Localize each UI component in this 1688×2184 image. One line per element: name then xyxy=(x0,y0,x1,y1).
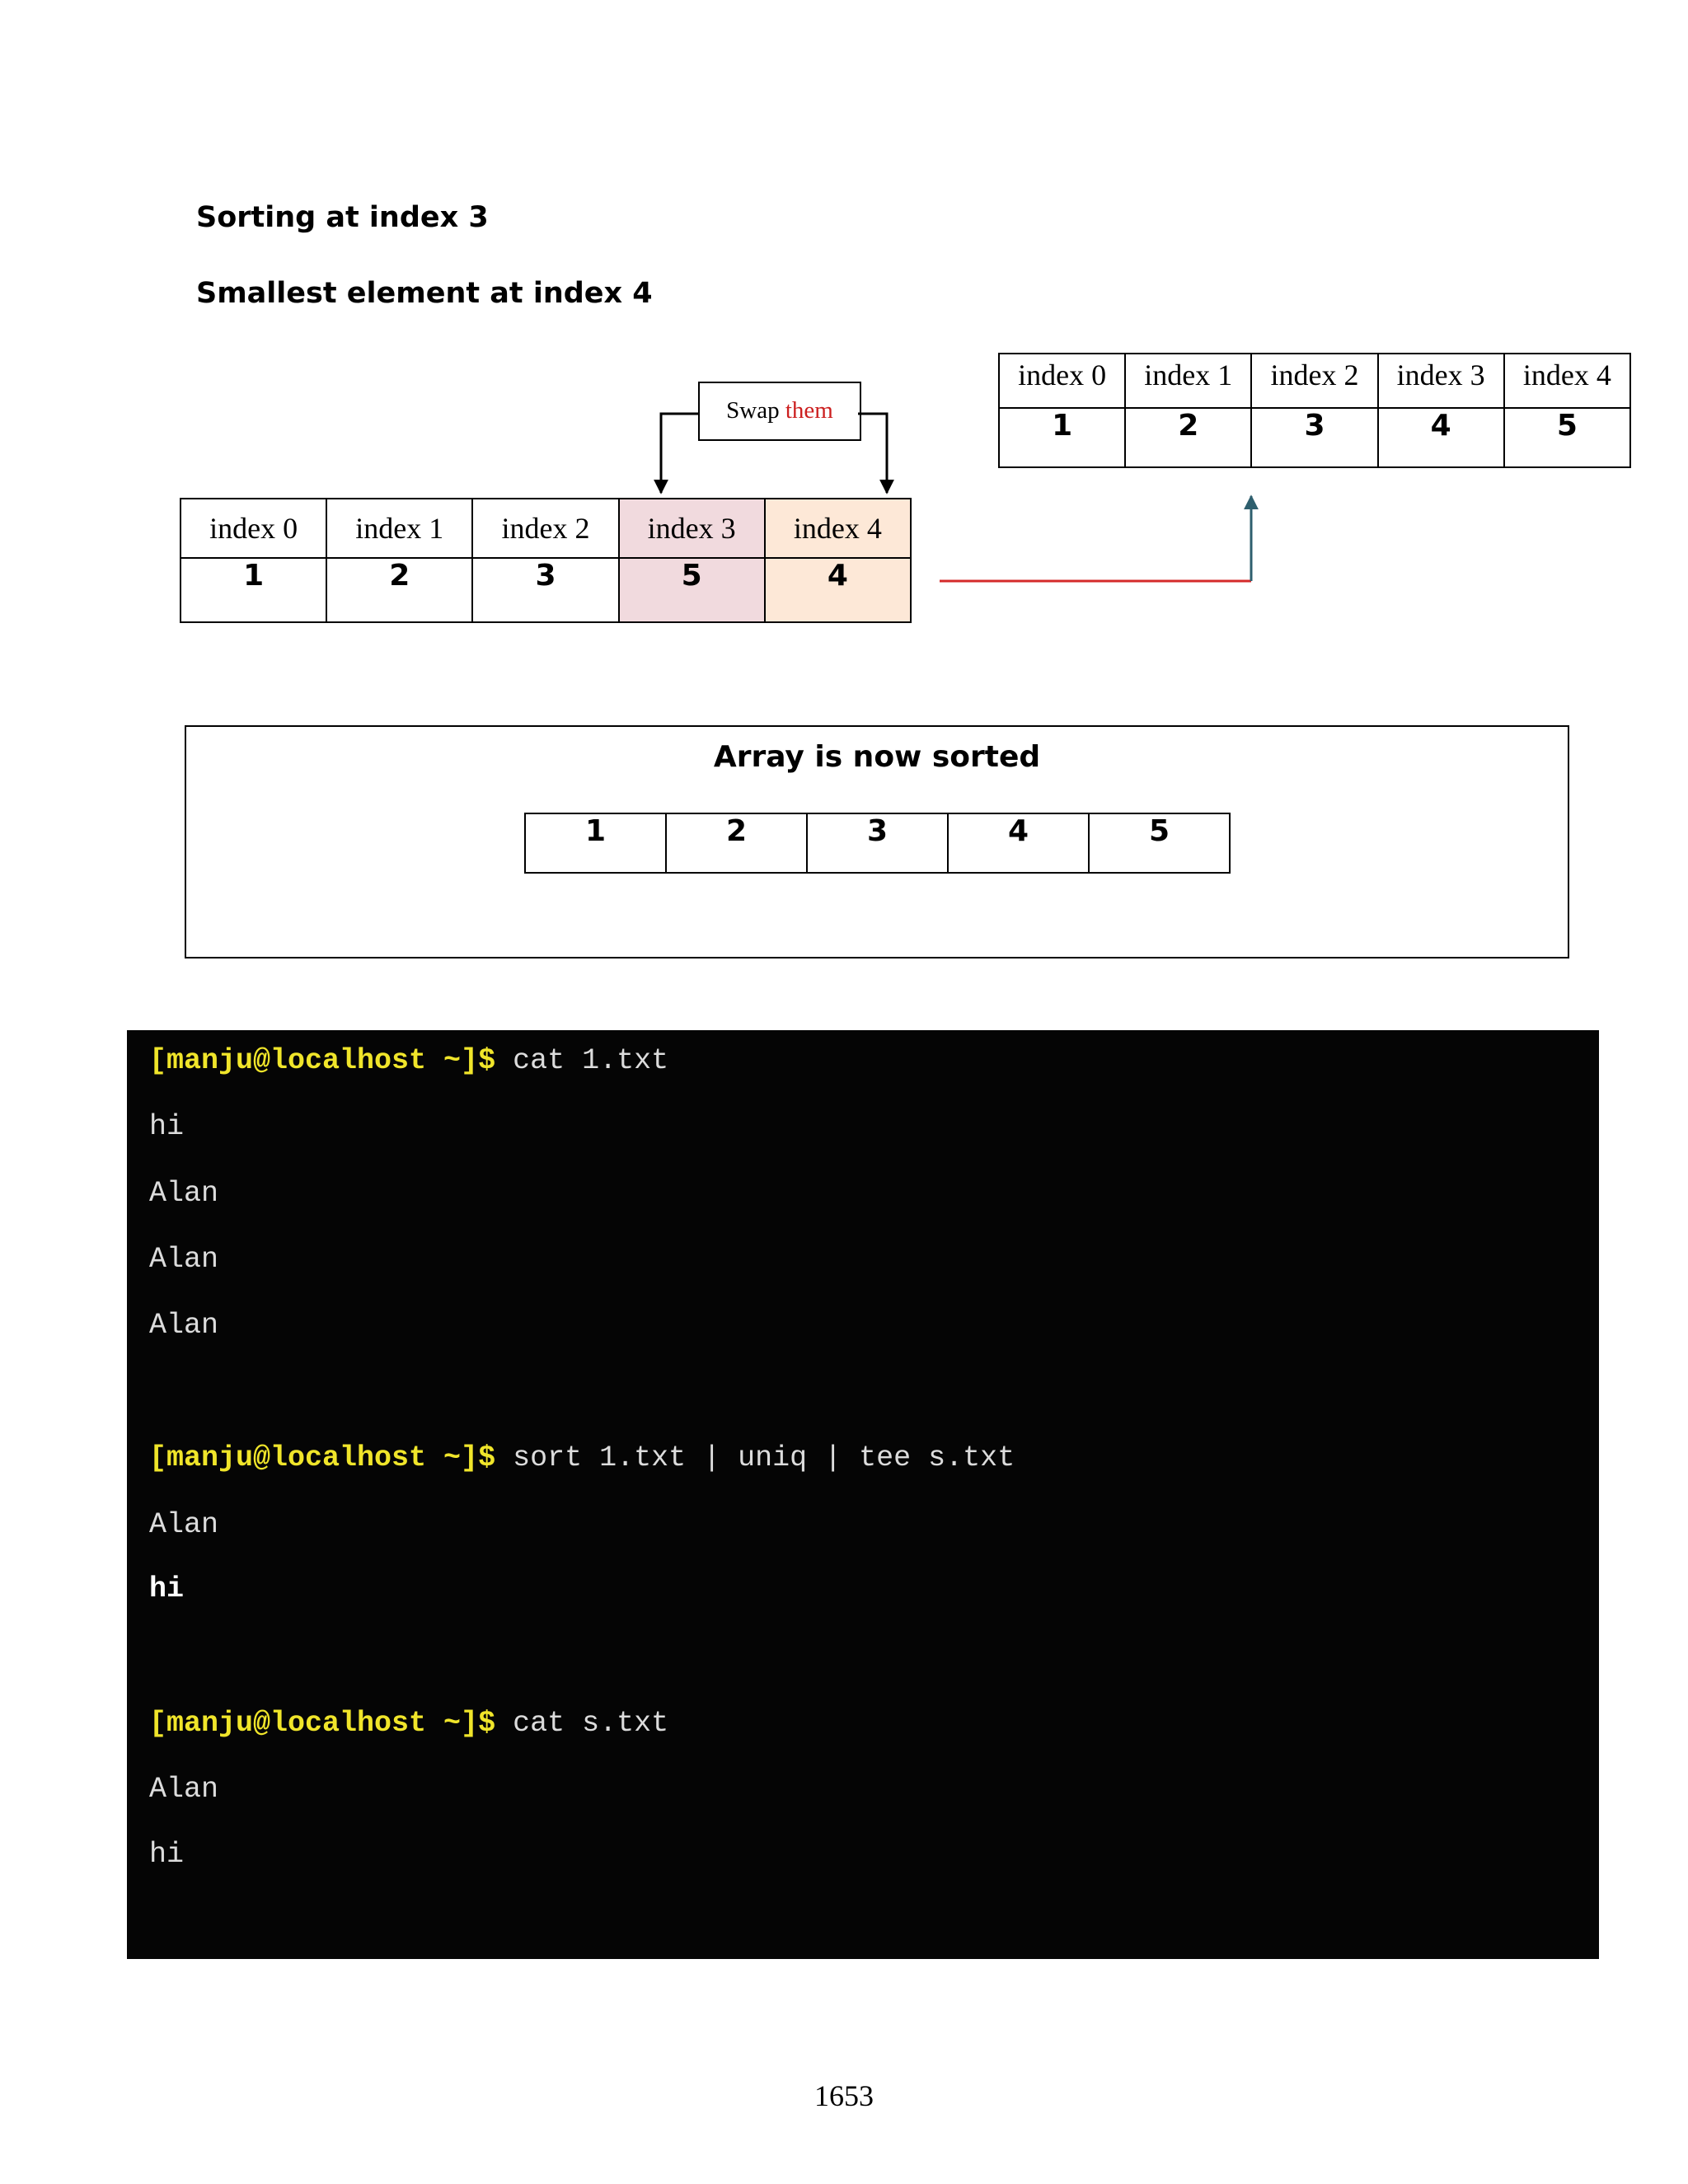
terminal-command: cat 1.txt xyxy=(513,1044,669,1077)
after-index-4: index 4 xyxy=(1504,354,1630,408)
before-value-4: 4 xyxy=(765,558,911,622)
terminal-window xyxy=(127,1030,1599,1959)
array-before-swap xyxy=(180,498,912,623)
terminal-output-line: Alan xyxy=(149,1243,219,1276)
sorted-value-1: 2 xyxy=(666,813,807,873)
before-index-3: index 3 xyxy=(619,499,765,558)
after-value-1: 2 xyxy=(1125,408,1251,467)
after-value-4: 5 xyxy=(1504,408,1630,467)
terminal-output-line: Alan xyxy=(149,1773,219,1806)
before-index-4: index 4 xyxy=(765,499,911,558)
terminal-command-line-2 xyxy=(149,1441,1015,1474)
sorted-value-0: 1 xyxy=(525,813,666,873)
terminal-prompt: [manju@localhost ~]$ xyxy=(149,1707,496,1740)
terminal-command-line-1 xyxy=(149,1044,669,1077)
array-after-swap xyxy=(998,353,1631,468)
terminal-command: sort 1.txt | uniq | tee s.txt xyxy=(513,1441,1015,1474)
terminal-command: cat s.txt xyxy=(513,1707,669,1740)
terminal-output-line: hi xyxy=(149,1572,185,1605)
sorted-array-title: Array is now sorted xyxy=(713,740,1041,774)
before-value-0: 1 xyxy=(181,558,326,622)
after-value-2: 3 xyxy=(1251,408,1377,467)
heading-sorting-at-index: Sorting at index 3 xyxy=(196,201,489,234)
swap-label-text: Swap xyxy=(726,397,785,424)
swap-label-highlight: them xyxy=(785,397,833,424)
terminal-prompt: [manju@localhost ~]$ xyxy=(149,1441,496,1474)
terminal-output-line: Alan xyxy=(149,1309,219,1342)
swap-arrow-left xyxy=(661,414,698,493)
sorted-value-3: 4 xyxy=(948,813,1089,873)
sorted-value-2: 3 xyxy=(807,813,948,873)
before-index-2: index 2 xyxy=(472,499,618,558)
after-index-1: index 1 xyxy=(1125,354,1251,408)
after-value-3: 4 xyxy=(1378,408,1504,467)
terminal-output-line: Alan xyxy=(149,1177,219,1210)
before-value-3: 5 xyxy=(619,558,765,622)
after-index-0: index 0 xyxy=(999,354,1125,408)
terminal-command-line-3 xyxy=(149,1709,668,1738)
after-value-0: 1 xyxy=(999,408,1125,467)
after-index-3: index 3 xyxy=(1378,354,1504,408)
terminal-prompt: [manju@localhost ~]$ xyxy=(149,1044,496,1077)
terminal-output-line: hi xyxy=(149,1838,185,1871)
heading-smallest-element: Smallest element at index 4 xyxy=(196,277,653,310)
before-value-1: 2 xyxy=(326,558,472,622)
terminal-output-line: Alan xyxy=(149,1508,219,1541)
before-index-1: index 1 xyxy=(326,499,472,558)
after-index-2: index 2 xyxy=(1251,354,1377,408)
page-number: 1653 xyxy=(814,2079,874,2112)
before-index-0: index 0 xyxy=(181,499,326,558)
terminal-output-line: hi xyxy=(149,1110,185,1143)
sorted-value-4: 5 xyxy=(1089,813,1230,873)
before-value-2: 3 xyxy=(472,558,618,622)
swap-arrow-right xyxy=(858,414,887,493)
sorted-array xyxy=(524,813,1231,874)
